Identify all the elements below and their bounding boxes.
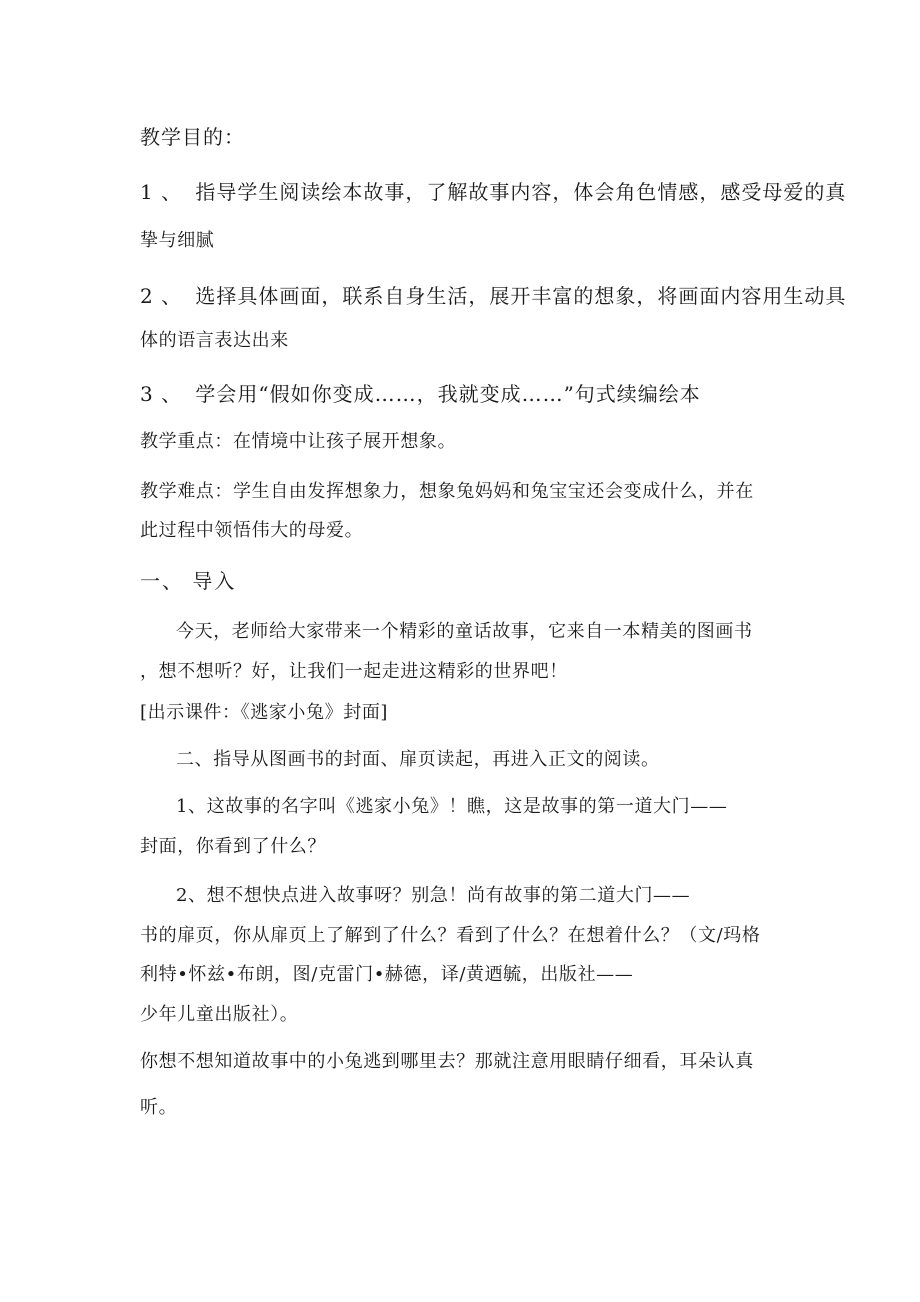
section-1-heading: 一、 导入 — [140, 569, 237, 593]
intro-paragraph-continuation: ，想不想听？好，让我们一起走进这精彩的世界吧！ — [140, 661, 568, 682]
objective-3-number: 3 、 — [140, 382, 183, 406]
objective-2-continuation: 体的语言表达出来 — [140, 330, 289, 351]
step-2-continuation-2: 利特•怀兹•布朗，图/克雷门•赫德，译/黄迺毓，出版社—— — [140, 964, 634, 985]
objective-2-text: 选择具体画面，联系自身生活，展开丰富的想象，将画面内容用生动具 — [195, 284, 847, 308]
objective-1-text: 指导学生阅读绘本故事，了解故事内容，体会角色情感，感受母爱的真 — [195, 180, 847, 204]
step-2-continuation-1: 书的扉页，你从扉页上了解到了什么？看到了什么？在想着什么？（文/玛格 — [140, 925, 761, 946]
step-1-continuation: 封面，你看到了什么？ — [140, 836, 326, 857]
section-2-heading: 二、指导从图画书的封面、扉页读起，再进入正文的阅读。 — [176, 749, 660, 770]
objective-item-3 — [140, 382, 701, 406]
objective-2-number: 2 、 — [140, 284, 183, 308]
closing-question-continuation: 听。 — [140, 1097, 178, 1118]
teaching-key-point: 教学重点：在情境中让孩子展开想象。 — [140, 431, 457, 452]
teaching-difficulty: 教学难点：学生自由发挥想象力，想象兔妈妈和兔宝宝还会变成什么，并在 — [140, 481, 754, 502]
objective-item-2 — [140, 284, 846, 308]
step-2: 2、想不想快点进入故事呀？别急！尚有故事的第二道大门—— — [176, 885, 691, 906]
courseware-note: [出示课件：《逃家小兔》封面] — [140, 702, 389, 723]
closing-question: 你想不想知道故事中的小兔逃到哪里去？那就注意用眼睛仔细看，耳朵认真 — [140, 1051, 754, 1072]
objective-1-number: 1 、 — [140, 180, 183, 204]
intro-paragraph: 今天，老师给大家带来一个精彩的童话故事，它来自一本精美的图画书 — [176, 621, 753, 642]
step-2-continuation-3: 少年儿童出版社）。 — [140, 1004, 299, 1025]
objective-item-1 — [140, 180, 846, 204]
objectives-heading: 教学目的： — [140, 125, 245, 149]
objective-1-continuation: 挚与细腻 — [140, 230, 215, 251]
objective-3-text: 学会用“假如你变成……，我就变成……”句式续编绘本 — [195, 382, 701, 406]
step-1: 1、这故事的名字叫《逃家小兔》！瞧，这是故事的第一道大门—— — [176, 796, 728, 817]
teaching-difficulty-continuation: 此过程中领悟伟大的母爱。 — [140, 520, 364, 541]
